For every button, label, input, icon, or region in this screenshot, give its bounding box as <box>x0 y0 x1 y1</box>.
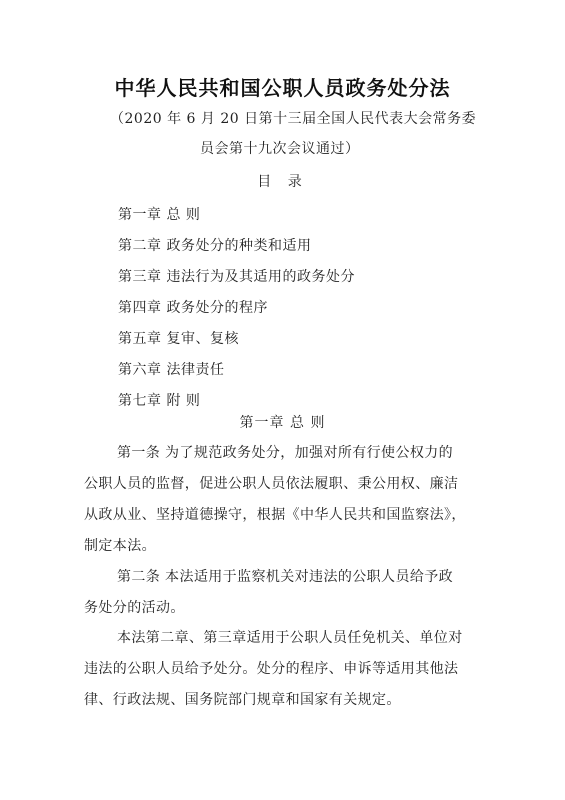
article-2-paragraph-2-line: 本法第二章、第三章适用于公职人员任免机关、单位对 <box>117 630 463 646</box>
toc-item: 第四章 政务处分的程序 <box>118 300 268 316</box>
article-2-line: 第二条 本法适用于监察机关对违法的公职人员给予政 <box>117 569 454 585</box>
toc-item: 第二章 政务处分的种类和适用 <box>118 238 312 254</box>
adoption-note-line-2: 员会第十九次会议通过） <box>200 141 360 157</box>
toc-item: 第六章 法律责任 <box>118 362 225 378</box>
article-1-line: 制定本法。 <box>84 538 156 554</box>
adoption-note-line-1: （2020 年 6 月 20 日第十三届全国人民代表大会常务委 <box>110 111 477 127</box>
article-1-line: 从政从业、坚持道德操守，根据《中华人民共和国监察法》， <box>84 507 466 523</box>
toc-item: 第三章 违法行为及其适用的政务处分 <box>118 269 355 285</box>
article-1-line: 第一条 为了规范政务处分，加强对所有行使公权力的 <box>117 445 454 461</box>
article-1-line: 公职人员的监督，促进公职人员依法履职、秉公用权、廉洁 <box>84 476 459 492</box>
article-2 <box>84 562 484 624</box>
article-2-line: 务处分的活动。 <box>84 600 185 616</box>
toc-heading: 目 录 <box>257 174 308 190</box>
article-2-paragraph-2 <box>84 623 484 716</box>
toc-item: 第七章 附 则 <box>118 393 201 409</box>
article-2-paragraph-2-line: 违法的公职人员给予处分。处分的程序、申诉等适用其他法 <box>84 661 459 677</box>
article-1 <box>84 438 484 562</box>
table-of-contents <box>118 200 355 417</box>
document-title: 中华人民共和国公职人员政务处分法 <box>114 76 451 100</box>
toc-item: 第一章 总 则 <box>118 207 201 223</box>
toc-item: 第五章 复审、复核 <box>118 331 239 347</box>
article-2-paragraph-2-line: 律、行政法规、国务院部门规章和国家有关规定。 <box>84 692 401 708</box>
chapter-heading: 第一章 总 则 <box>239 415 326 431</box>
